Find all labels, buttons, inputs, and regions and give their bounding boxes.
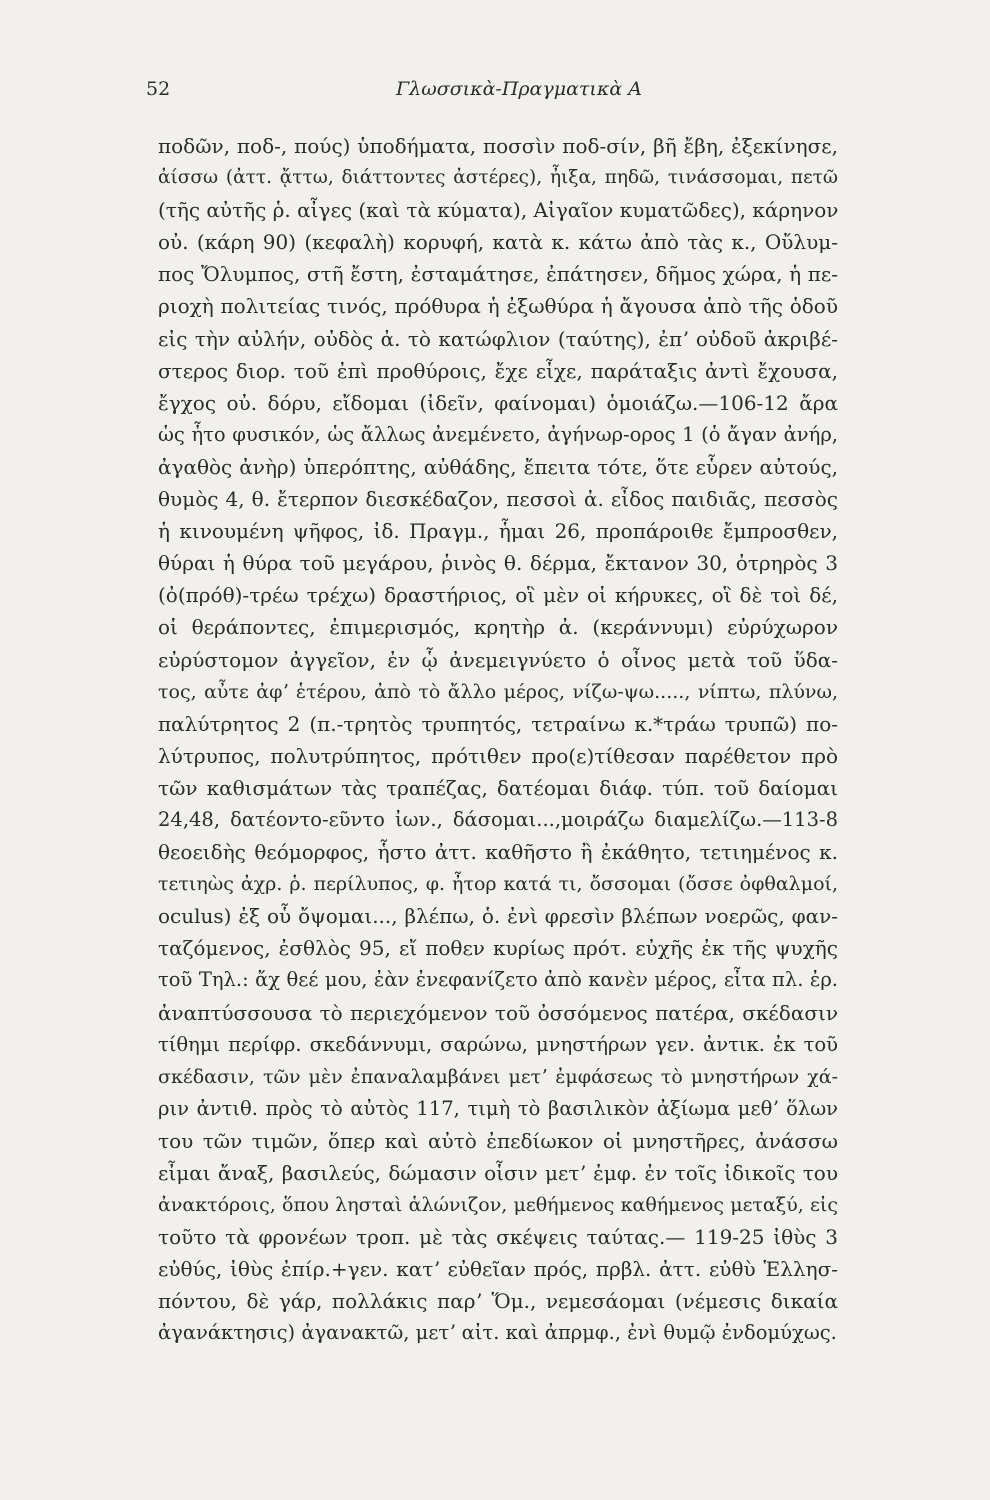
text-line: (τῆς αὐτῆς ῥ. αἶγες (καὶ τὰ κύματα), Αἰγαῖον κυματῶδες), κάρηνον xyxy=(158,198,838,223)
text-line: εὐρύστομον ἀγγεῖον, ἐν ᾧ ἀνεμειγνύετο ὁ οἶνος μετὰ τοῦ ὕδα- xyxy=(158,647,838,672)
running-title: Γλωσσικὰ-Πραγματικὰ Α xyxy=(396,78,642,100)
page-number: 52 xyxy=(146,78,171,100)
text-line: οὐ. (κάρη 90) (κεφαλὴ) κορυφή, κατὰ κ. κάτω ἀπὸ τὰς κ., Οὔλυμ- xyxy=(158,230,838,255)
text-line: οἱ θεράποντες, ἐπιμερισμός, κρητὴρ ἀ. (κεράννυμι) εὐρύχωρον xyxy=(158,615,838,640)
text-line: τοῦ Τηλ.: ἄχ θεέ μου, ἐὰν ἐνεφανίζετο ἀπὸ κανὲν μέρος, εἶτα πλ. ἐρ. xyxy=(158,968,838,992)
text-line: στερος διορ. τοῦ ἐπὶ προθύροις, ἔχε εἶχε, παράταξις ἀντὶ ἔχουσα, xyxy=(158,358,838,383)
text-line: 24,48, δατέοντο-εῦντο ἰων., δάσομαι...,μοιράζω διαμελίζω.—113-8 xyxy=(158,807,838,831)
page-header xyxy=(146,70,836,106)
text-line: ὡς ἦτο φυσικόν, ὡς ἄλλως ἀνεμένετο, ἀγήνωρ-ορος 1 (ὁ ἄγαν ἀνήρ, xyxy=(158,422,838,446)
text-line: τος, αὖτε ἀφʼ ἑτέρου, ἀπὸ τὸ ἄλλο μέρος, νίζω-ψω....., νίπτω, πλύνω, xyxy=(158,680,838,703)
text-line: παλύτρητος 2 (π.-τρητὸς τρυπητός, τετραίνω κ.*τράω τρυπῶ) πο- xyxy=(158,711,838,736)
text-line: σκέδασιν, τῶν μὲν ἐπαναλαμβάνει μετʼ ἐμφάσεως τὸ μνηστήρων χά- xyxy=(158,1065,838,1088)
text-line: θυμὸς 4, θ. ἔτερπον διεσκέδαζον, πεσσοὶ ἀ. εἶδος παιδιᾶς, πεσσὸς xyxy=(158,487,838,512)
text-line: (ὀ(πρόθ)-τρέω τρέχω) δραστήριος, οἳ μὲν οἱ κήρυκες, οἳ δὲ τοὶ δέ, xyxy=(158,583,838,608)
text-line: ἀγαθὸς ἀνὴρ) ὑπερόπτης, αὐθάδης, ἔπειτα τότε, ὅτε εὗρεν αὐτούς, xyxy=(158,454,838,479)
text-line: εἶμαι ἄναξ, βασιλεύς, δώμασιν οἷσιν μετʼ ἐμφ. ἐν τοῖς ἰδικοῖς του xyxy=(158,1161,838,1185)
text-line: πόντου, δὲ γάρ, πολλάκις παρʼ Ὅμ., νεμεσάομαι (νέμεσις δικαία xyxy=(158,1289,838,1314)
text-line: ἀγανάκτησις) ἀγανακτῶ, μετʼ αἰτ. καὶ ἀπρμφ., ἐνὶ θυμῷ ἐνδομύχως. xyxy=(158,1321,837,1345)
text-line: εἰς τὴν αὐλήν, οὐδὸς ἀ. τὸ κατώφλιον (ταύτης), ἐπʼ οὐδοῦ ἀκριβέ- xyxy=(158,326,838,351)
text-line: τοῦτο τὰ φρονέων τροπ. μὲ τὰς σκέψεις ταύτας.— 119-25 ἰθὺς 3 xyxy=(158,1225,838,1250)
text-line: θεοειδὴς θεόμορφος, ἧστο ἀττ. καθῆστο ἢ ἐκάθητο, τετιημένος κ. xyxy=(158,840,838,865)
text-line: του τῶν τιμῶν, ὅπερ καὶ αὐτὸ ἐπεδίωκον οἱ μνηστῆρες, ἀνάσσω xyxy=(158,1128,838,1153)
text-line: ριοχὴ πολιτείας τινός, πρόθυρα ἡ ἐξωθύρα ἡ ἄγουσα ἀπὸ τῆς ὁδοῦ xyxy=(158,294,838,319)
text-line: ποδῶν, ποδ-, πούς) ὑποδήματα, ποσσὶν ποδ-σίν, βῆ ἔβη, ἐξεκίνησε, xyxy=(158,134,838,158)
text-line: ἡ κινουμένη ψῆφος, ἰδ. Πραγμ., ἧμαι 26, προπάροιθε ἔμπροσθεν, xyxy=(158,519,838,544)
text-line: ταζόμενος, ἐσθλὸς 95, εἴ ποθεν κυρίως πρότ. εὐχῆς ἐκ τῆς ψυχῆς xyxy=(158,936,838,961)
text-line: τῶν καθισμάτων τὰς τραπέζας, δατέομαι διάφ. τύπ. τοῦ δαίομαι xyxy=(158,775,838,800)
text-line: λύτρυπος, πολυτρύπητος, πρότιθεν προ(ε)τίθεσαν παρέθετον πρὸ xyxy=(158,743,838,768)
text-line: ριν ἀντιθ. πρὸς τὸ αὐτὸς 117, τιμὴ τὸ βασιλικὸν ἀξίωμα μεθʼ ὅλων xyxy=(158,1096,838,1120)
text-line: oculus) ἐξ οὗ ὄψομαι..., βλέπω, ὁ. ἐνὶ φρεσὶν βλέπων νοερῶς, φαν- xyxy=(158,904,838,929)
text-line: τίθημι περίφρ. σκεδάννυμι, σαρώνω, μνηστήρων γεν. ἀντικ. ἐκ τοῦ xyxy=(158,1032,838,1056)
text-line: ἀνακτόροις, ὅπου λησταὶ ἁλώνιζον, μεθήμενος καθήμενος μεταξύ, εἰς xyxy=(158,1194,838,1217)
text-line: θύραι ἡ θύρα τοῦ μεγάρου, ῥινὸς θ. δέρμα, ἔκτανον 30, ὀτρηρὸς 3 xyxy=(158,551,838,576)
text-line: πος Ὄλυμπος, στῆ ἔστη, ἐσταμάτησε, ἐπάτησεν, δῆμος χώρα, ἡ πε- xyxy=(158,262,838,287)
text-line: ἔγχος οὐ. δόρυ, εἴδομαι (ἰδεῖν, φαίνομαι) ὁμοιάζω.—106-12 ἄρα xyxy=(158,390,838,415)
text-line: τετιηὼς ἀχρ. ῥ. περίλυπος, φ. ἦτορ κατά τι, ὄσσομαι (ὄσσε ὀφθαλμοί, xyxy=(158,873,838,896)
body-text xyxy=(158,130,838,1350)
text-line: ἀίσσω (ἀττ. ᾄττω, διάττοντες ἀστέρες), ἦιξα, πηδῶ, τινάσσομαι, πετῶ xyxy=(158,167,838,189)
text-line: εὐθύς, ἰθὺς ἐπίρ.+γεν. κατʼ εὐθεῖαν πρός, πρβλ. ἀττ. εὐθὺ Ἑλλησ- xyxy=(158,1257,838,1282)
text-line: ἀναπτύσσουσα τὸ περιεχόμενον τοῦ ὀσσόμενος πατέρα, σκέδασιν xyxy=(158,1000,838,1025)
